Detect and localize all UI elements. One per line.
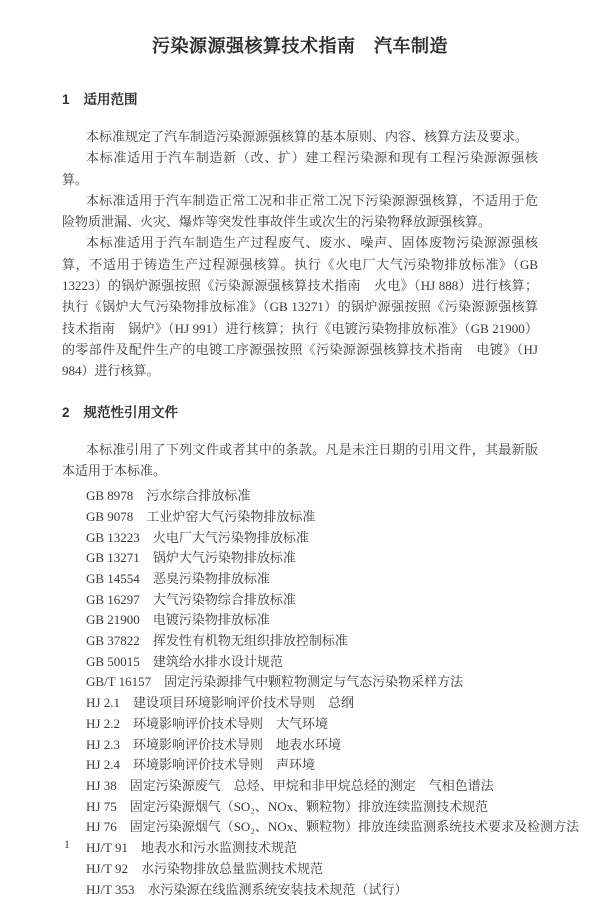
document-title: 污染源源强核算技术指南 汽车制造 (152, 36, 448, 56)
reference-title: 固定污染源废气 总烃、甲烷和非甲烷总烃的测定 气相色谱法 (129, 778, 494, 793)
reference-code: HJ 76 (86, 819, 117, 835)
reference-row (86, 672, 538, 693)
section-heading-references (62, 403, 538, 422)
reference-code: HJ 38 (86, 778, 117, 793)
reference-row (86, 652, 538, 673)
section-number: 1 (62, 92, 70, 107)
reference-code: GB 13223 (86, 529, 140, 545)
reference-title: 地表水和污水监测技术规范 (141, 840, 298, 856)
paragraph: 本标准引用了下列文件或者其中的条款。凡是未注日期的引用文件，其最新版本适用于本标准。 (62, 441, 538, 478)
paragraph: 本标准规定了汽车制造污染源源强核算的基本原则、内容、核算方法及要求。 (86, 129, 529, 144)
reference-row (86, 714, 538, 735)
reference-title: 水污染源在线监测系统安装技术规范（试行） (147, 881, 408, 897)
reference-code: HJ 2.3 (86, 736, 120, 752)
reference-title: 恶臭污染物排放标准 (152, 570, 270, 586)
reference-row (86, 880, 538, 900)
reference-row (86, 590, 538, 611)
reference-code: GB 8978 (86, 488, 134, 504)
reference-code: GB 14554 (86, 570, 140, 586)
section-heading-scope (62, 90, 538, 109)
reference-title: 建筑给水排水设计规范 (152, 653, 283, 669)
reference-title: 固定污染源烟气（SO₂、NOx、颗粒物）排放连续监测技术规范 (129, 798, 489, 814)
reference-code: GB 13271 (86, 550, 140, 566)
reference-code: HJ 2.1 (86, 695, 120, 711)
reference-row (86, 797, 538, 818)
reference-code: HJ/T 91 (86, 840, 129, 856)
reference-title: 水污染物排放总量监测技术规范 (141, 860, 324, 876)
section-heading-label: 适用范围 (83, 92, 138, 107)
reference-row (86, 507, 538, 528)
reference-row (86, 693, 538, 714)
reference-row (86, 755, 538, 776)
reference-code: GB 21900 (86, 612, 140, 628)
reference-code: GB 9078 (86, 508, 134, 524)
reference-row (86, 776, 538, 797)
reference-code: HJ/T 92 (86, 860, 129, 876)
reference-row (86, 548, 538, 569)
paragraph: 本标准适用于汽车制造新（改、扩）建工程污染源和现有工程污染源源强核算。 (62, 150, 538, 187)
reference-list (62, 486, 580, 900)
paragraph: 本标准适用于汽车制造正常工况和非正常工况下污染源源强核算，不适用于危险物质泄漏、火灾、爆炸等突发性事故伴生或次生的污染物释放源强核算。 (62, 192, 538, 230)
reference-row (86, 817, 580, 838)
reference-title: 环境影响评价技术导则 地表水环境 (132, 736, 341, 752)
reference-code: HJ/T 353 (86, 881, 135, 897)
reference-row (86, 610, 538, 631)
reference-row (86, 859, 538, 880)
reference-title: 固定污染源烟气（SO₂、NOx、颗粒物）排放连续监测系统技术要求及检测方法 (129, 819, 580, 835)
reference-row (86, 735, 538, 756)
reference-title: 环境影响评价技术导则 声环境 (132, 757, 315, 773)
reference-code: GB 50015 (86, 653, 140, 669)
reference-row (86, 631, 538, 652)
reference-title: 电镀污染物排放标准 (152, 612, 270, 628)
section-heading-label: 规范性引用文件 (83, 404, 179, 420)
reference-title: 环境影响评价技术导则 大气环境 (132, 715, 328, 731)
reference-code: HJ 2.2 (86, 715, 120, 731)
reference-row (86, 838, 538, 859)
reference-title: 建设项目环境影响评价技术导则 总纲 (132, 695, 354, 711)
reference-code: HJ 2.4 (86, 757, 120, 773)
reference-row (86, 528, 538, 549)
reference-row (86, 569, 538, 590)
section-scope-paragraphs (62, 126, 538, 382)
reference-title: 锅炉大气污染物排放标准 (152, 550, 296, 566)
section-references-intro (62, 439, 538, 482)
section-number: 2 (62, 404, 70, 420)
reference-title: 工业炉窑大气污染物排放标准 (146, 508, 316, 524)
reference-title: 大气污染物综合排放标准 (152, 591, 296, 607)
reference-title: 固定污染源排气中颗粒物测定与气态污染物采样方法 (164, 674, 464, 690)
reference-code: GB 37822 (86, 633, 140, 649)
reference-row (86, 486, 538, 507)
reference-code: GB/T 16157 (86, 674, 152, 690)
reference-title: 挥发性有机物无组织排放控制标准 (152, 633, 348, 649)
page-number: 1 (64, 836, 70, 851)
reference-code: GB 16297 (86, 591, 140, 607)
paragraph: 本标准适用于汽车制造生产过程废气、废水、噪声、固体废物污染源源强核算，不适用于铸造生产过程源强核算。执行《火电厂大气污染物排放标准》（GB 13223）的锅炉源强按照《污染源源强核算技术指南 火电》（HJ 888）进行核算；执行《锅炉大气污染物排放标准》（GB 13271）的锅炉源强按照《污染源源强核算技术指南 锅炉》（HJ 991）进行核算；执行《电镀污染物排放标准》（GB 21900）的零部件及配件生产的电镀工序源强按照《污染源源强核算技术指南 电镀》（HJ 984）进行核算。 (62, 235, 538, 379)
reference-code: HJ 75 (86, 798, 117, 814)
reference-title: 火电厂大气污染物排放标准 (152, 529, 309, 545)
reference-title: 污水综合排放标准 (146, 488, 251, 504)
